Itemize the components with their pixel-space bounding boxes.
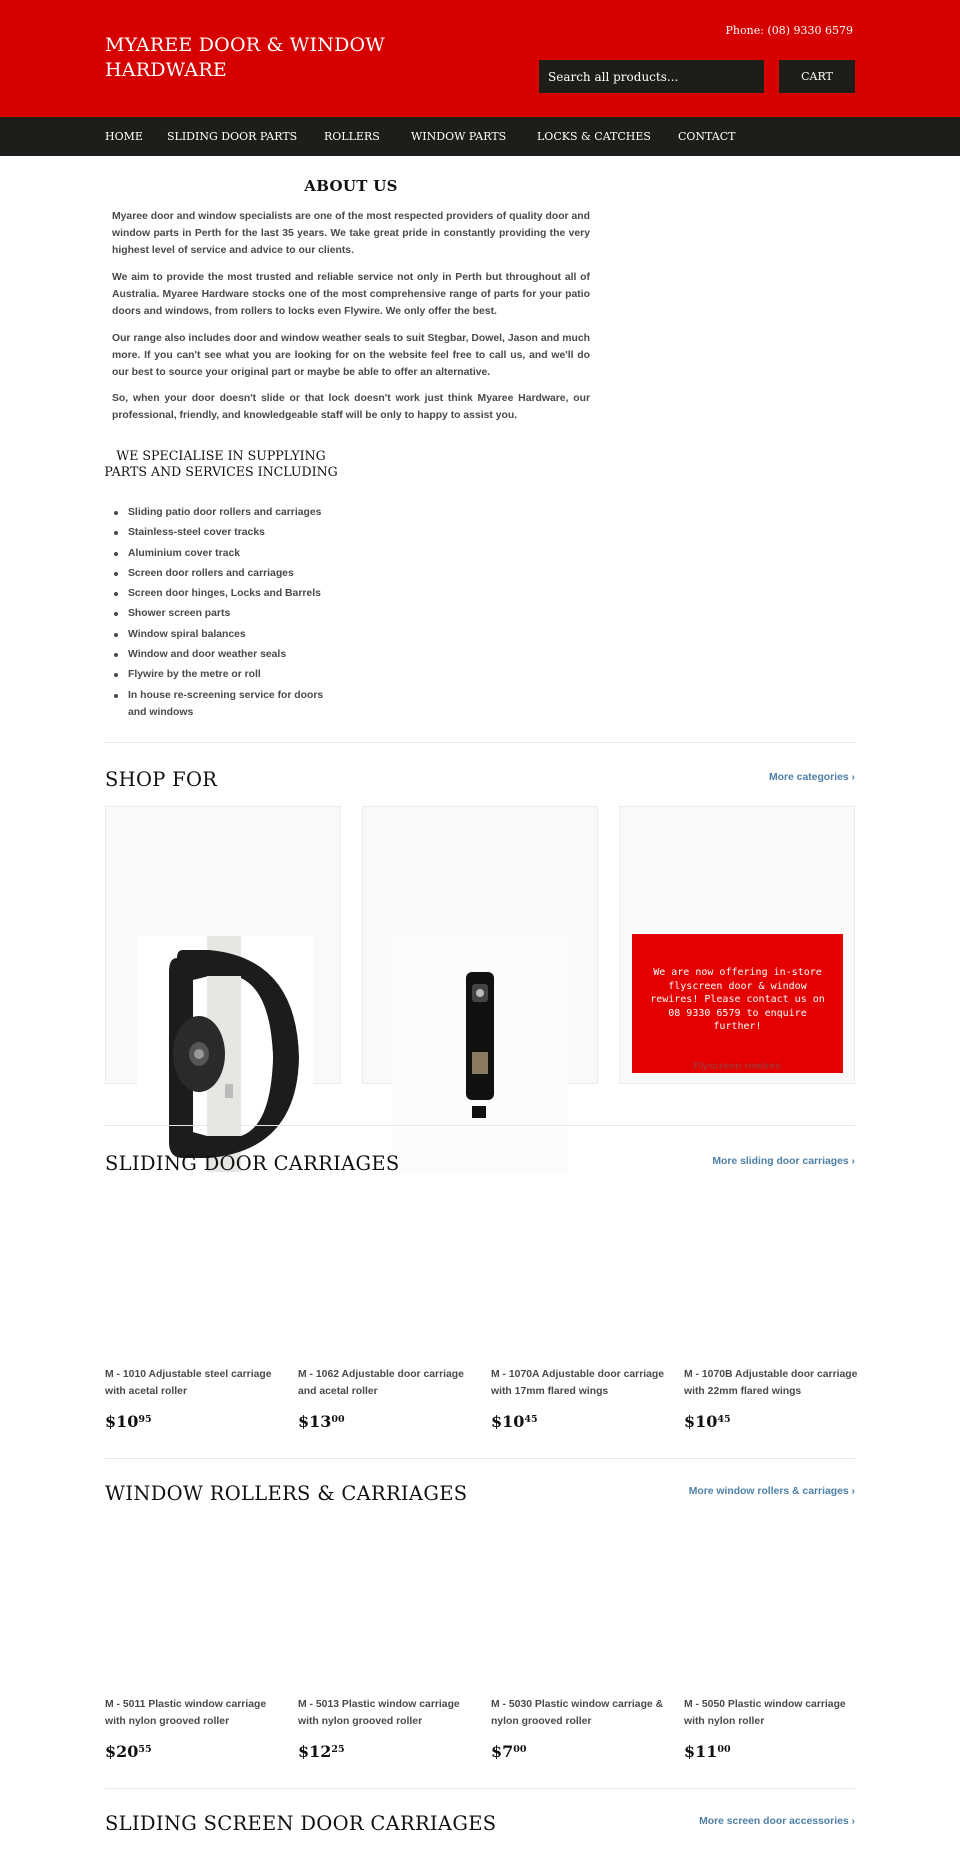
price-cents: 45 (717, 1414, 731, 1425)
window-rollers-title: WINDOW ROLLERS & CARRIAGES (105, 1482, 468, 1505)
site-header (0, 0, 960, 117)
d-handle-icon (137, 936, 313, 1174)
window-latch-icon (392, 936, 568, 1174)
nav-window-parts[interactable]: WINDOW PARTS (411, 130, 507, 143)
nav-rollers[interactable]: ROLLERS (324, 130, 380, 143)
product-price (684, 1742, 731, 1761)
product-name[interactable]: M - 1010 Adjustable steel carriage with acetal roller (105, 1369, 272, 1397)
price-cents: 00 (331, 1414, 345, 1425)
list-item: Screen door rollers and carriages (120, 565, 340, 582)
price-cents: 00 (717, 1744, 731, 1755)
product-name[interactable]: M - 5011 Plastic window carriage with nylon grooved roller (105, 1699, 267, 1727)
about-paragraph: We aim to provide the most trusted and reliable service not only in Perth but throughout all of Australia. Myaree Hardware stocks one of the most comprehensive range of parts for your patio doors and windows, from rollers to locks even Flywire. We only offer the best. (112, 272, 590, 317)
price-dollars: $11 (684, 1742, 718, 1761)
about-paragraph: Myaree door and window specialists are one of the most respected providers of quality door and window parts in Perth for the last 35 years. We take great pride in constantly providing the very highest level of service and advice to our clients. (112, 211, 590, 256)
price-cents: 55 (138, 1744, 152, 1755)
main-nav (0, 117, 960, 156)
phone-number: Phone: (08) 9330 6579 (725, 24, 853, 37)
product-name[interactable]: M - 1062 Adjustable door carriage and acetal roller (298, 1369, 464, 1397)
product-name[interactable]: M - 5013 Plastic window carriage with nylon grooved roller (298, 1699, 460, 1727)
price-dollars: $7 (491, 1742, 514, 1761)
price-dollars: $20 (105, 1742, 139, 1761)
list-item: Screen door hinges, Locks and Barrels (120, 585, 340, 602)
divider (105, 742, 855, 743)
price-cents: 45 (524, 1414, 538, 1425)
price-cents: 25 (331, 1744, 345, 1755)
promo-banner: We are now offering in-store flyscreen door & window rewires! Please contact us on 08 9330 6579 to enquire further! (632, 934, 843, 1073)
product-name[interactable]: M - 1070B Adjustable door carriage with 22mm flared wings (684, 1369, 858, 1397)
price-dollars: $10 (491, 1412, 525, 1431)
price-dollars: $12 (298, 1742, 332, 1761)
product-price (105, 1742, 152, 1761)
product-price (298, 1742, 345, 1761)
divider (105, 1458, 855, 1459)
nav-home[interactable]: HOME (105, 130, 143, 143)
nav-sliding-door-parts[interactable]: SLIDING DOOR PARTS (167, 130, 298, 143)
product-price (491, 1412, 538, 1431)
more-sliding-door-link[interactable]: More sliding door carriages › (712, 1156, 855, 1167)
list-item: Stainless-steel cover tracks (120, 524, 340, 541)
list-item: Window spiral balances (120, 626, 340, 643)
nav-locks-catches[interactable]: LOCKS & CATCHES (537, 130, 651, 143)
price-cents: 00 (513, 1744, 527, 1755)
screen-door-carriages-title: SLIDING SCREEN DOOR CARRIAGES (105, 1812, 497, 1835)
main-content (104, 156, 858, 1875)
category-card-flyscreen-rewires[interactable] (619, 806, 855, 1084)
price-dollars: $13 (298, 1412, 332, 1431)
category-label: Flyscreen rewires (693, 1061, 781, 1072)
nav-contact[interactable]: CONTACT (678, 130, 736, 143)
product-price (105, 1412, 152, 1431)
list-item: Sliding patio door rollers and carriages (120, 504, 340, 521)
list-item: Flywire by the metre or roll (120, 666, 340, 683)
list-item: In house re-screening service for doors and windows (120, 687, 340, 721)
list-item: Aluminium cover track (120, 545, 340, 562)
list-item: Shower screen parts (120, 605, 340, 622)
price-cents: 95 (138, 1414, 152, 1425)
divider (105, 1125, 855, 1126)
site-logo[interactable]: MYAREE DOOR & WINDOW HARDWARE (105, 34, 386, 81)
window-latch-image[interactable] (392, 936, 568, 1174)
about-paragraph: Our range also includes door and window weather seals to suit Stegbar, Dowel, Jason and much more. If you can't see what you are looking for on the website feel free to call us, and we'll do our best to source your original part or maybe be able to offer an alternative. (112, 333, 590, 378)
price-dollars: $10 (105, 1412, 139, 1431)
specialise-list (120, 504, 340, 724)
about-title: ABOUT US (304, 177, 398, 195)
product-name[interactable]: M - 5030 Plastic window carriage & nylon grooved roller (491, 1699, 664, 1727)
specialise-title: WE SPECIALISE IN SUPPLYING PARTS AND SERVICES INCLUDING (104, 448, 338, 479)
cart-button[interactable]: CART (779, 60, 855, 93)
product-price (491, 1742, 527, 1761)
product-name[interactable]: M - 1070A Adjustable door carriage with 17mm flared wings (491, 1369, 665, 1397)
product-name[interactable]: M - 5050 Plastic window carriage with nylon roller (684, 1699, 846, 1727)
door-handle-image[interactable] (137, 936, 313, 1174)
more-categories-link[interactable]: More categories › (768, 772, 855, 783)
about-paragraph: So, when your door doesn't slide or that lock doesn't work just think Myaree Hardware, our professional, friendly, and knowledgeable staff will be only to happy to assist you. (112, 393, 590, 421)
search-input[interactable]: Search all products... (539, 60, 764, 93)
product-price (298, 1412, 345, 1431)
more-screen-door-link[interactable]: More screen door accessories › (699, 1816, 855, 1827)
price-dollars: $10 (684, 1412, 718, 1431)
divider (105, 1788, 855, 1789)
shop-for-title: SHOP FOR (105, 768, 218, 791)
sliding-door-carriages-title: SLIDING DOOR CARRIAGES (105, 1152, 400, 1175)
list-item: Window and door weather seals (120, 646, 340, 663)
product-price (684, 1412, 731, 1431)
more-window-rollers-link[interactable]: More window rollers & carriages › (688, 1486, 855, 1497)
